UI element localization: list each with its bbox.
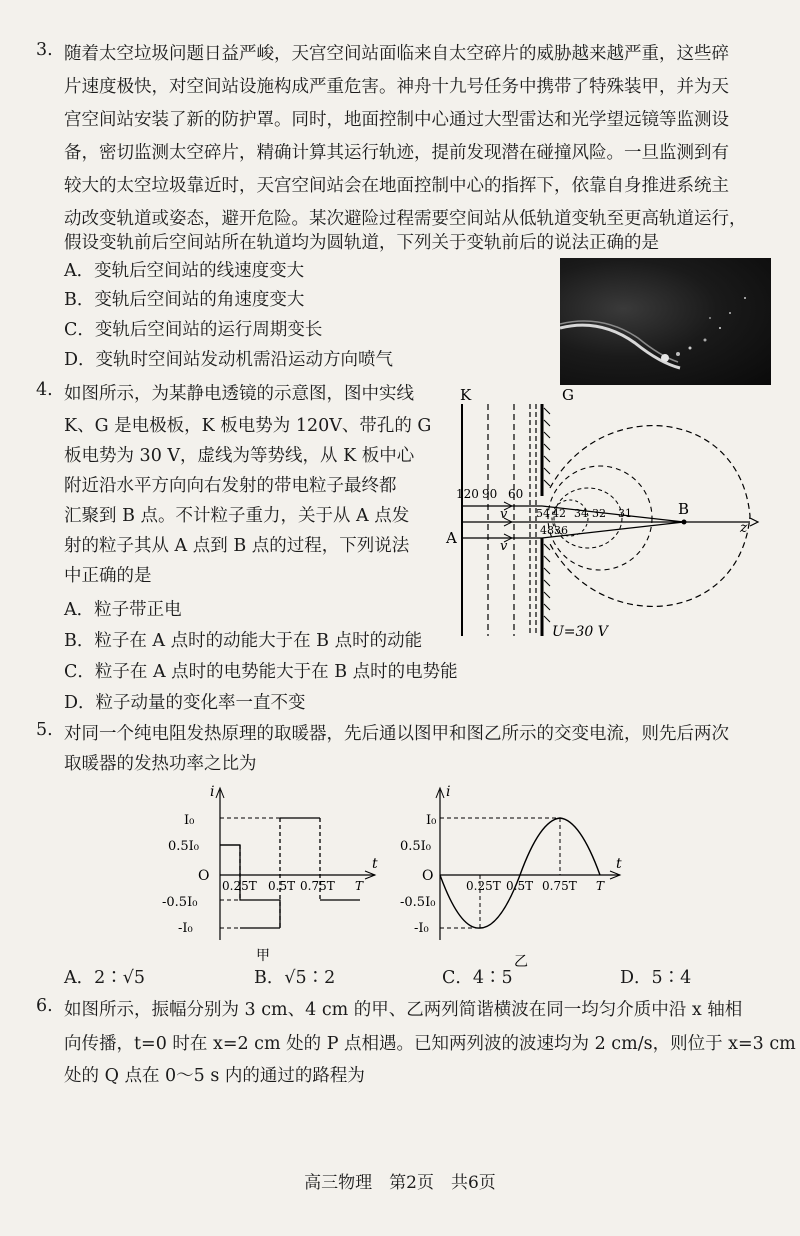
q5-number: 5. xyxy=(36,720,53,740)
yi-x-quarter: 0.25T xyxy=(466,879,501,893)
q4-line-6: 射的粒子其从 A 点到 B 点的过程，下列说法 xyxy=(64,536,410,556)
potential-42: 42 xyxy=(552,507,566,520)
q3-line-7: 假设变轨前后空间站所在轨道均为圆轨道，下列关于变轨前后的说法正确的是 xyxy=(64,233,659,253)
q6-line-1: 如图所示，振幅分别为 3 cm、4 cm 的甲、乙两列简谐横波在同一均匀介质中沿 x 轴相 xyxy=(64,1000,743,1020)
jia-origin: O xyxy=(198,868,210,884)
q3-line-5: 较大的太空垃圾靠近时，天宫空间站会在地面控制中心的指挥下，依靠自身推进系统主 xyxy=(64,176,729,196)
electrostatic-lens-diagram xyxy=(440,386,770,646)
potential-54: 54 xyxy=(536,507,550,520)
q5-option-c: C．4∶5 xyxy=(442,968,513,988)
q5-line-1: 对同一个纯电阻发热原理的取暖器，先后通以图甲和图乙所示的交变电流，则先后两次 xyxy=(64,724,729,744)
q4-line-1: 如图所示，为某静电透镜的示意图，图中实线 xyxy=(64,384,414,404)
potential-48: 48 xyxy=(540,524,554,537)
yi-y-neg-i0: -I₀ xyxy=(414,921,429,936)
yi-y-half: 0.5I₀ xyxy=(400,839,432,854)
q3-line-3: 宫空间站安装了新的防护罩。同时，地面控制中心通过大型雷达和光学望远镜等监测设 xyxy=(64,110,729,130)
q4-option-d: D．粒子动量的变化率一直不变 xyxy=(64,693,306,713)
q3-line-2: 片速度极快，对空间站设施构成严重危害。神舟十九号任务中携带了特殊装甲，并为天 xyxy=(64,77,729,97)
q3-option-a: A．变轨后空间站的线速度变大 xyxy=(64,261,305,281)
q4-option-a: A．粒子带正电 xyxy=(64,600,182,620)
q4-option-c: C．粒子在 A 点时的电势能大于在 B 点时的电势能 xyxy=(64,662,458,682)
jia-caption: 甲 xyxy=(256,948,270,964)
potential-31: 31 xyxy=(618,507,632,520)
yi-t-label: t xyxy=(616,856,622,872)
jia-i-label: i xyxy=(210,784,215,800)
k-label: K xyxy=(460,386,472,404)
potential-34: 34 xyxy=(574,507,588,520)
jia-x-three-quarter: 0.75T xyxy=(300,879,335,893)
jia-x-quarter: 0.25T xyxy=(222,879,257,893)
jia-y-neg-i0: -I₀ xyxy=(178,921,193,936)
yi-x-t: T xyxy=(596,879,605,893)
voltage-label: U=30 V xyxy=(552,624,608,640)
jia-y-neg-half: -0.5I₀ xyxy=(162,895,198,910)
q4-option-b: B．粒子在 A 点时的动能大于在 B 点时的动能 xyxy=(64,631,423,651)
q3-line-4: 备，密切监测太空碎片，精确计算其运行轨迹，提前发现潜在碰撞风险。一旦监测到有 xyxy=(64,143,729,163)
q3-number: 3. xyxy=(36,40,53,60)
yi-x-half: 0.5T xyxy=(506,879,534,893)
page-footer: 高三物理 第2页 共6页 xyxy=(304,1173,496,1193)
q6-number: 6. xyxy=(36,996,53,1016)
velocity-label-bottom: v xyxy=(500,539,508,554)
point-a-label: A xyxy=(446,529,457,547)
q3-option-b: B．变轨后空间站的角速度变大 xyxy=(64,290,305,310)
q3-option-c: C．变轨后空间站的运行周期变长 xyxy=(64,320,323,340)
q3-line-1: 随着太空垃圾问题日益严峻，天宫空间站面临来自太空碎片的威胁越来越严重，这些碎 xyxy=(64,44,729,64)
velocity-label-top: v xyxy=(500,507,508,522)
potential-32: 32 xyxy=(592,507,606,520)
yi-x-three-quarter: 0.75T xyxy=(542,879,577,893)
q4-line-2: K、G 是电极板，K 板电势为 120V、带孔的 G xyxy=(64,416,432,436)
q4-line-4: 附近沿水平方向向右发射的带电粒子最终都 xyxy=(64,476,397,496)
q5-option-b: B．√5∶2 xyxy=(254,968,336,988)
potential-90: 90 xyxy=(482,487,498,501)
yi-i-label: i xyxy=(446,784,451,800)
space-debris-photo xyxy=(560,258,771,385)
q4-line-3: 板电势为 30 V，虚线为等势线，从 K 板中心 xyxy=(64,446,415,466)
yi-caption: 乙 xyxy=(514,954,528,970)
q6-line-2: 向传播，t=0 时在 x=2 cm 处的 P 点相遇。已知两列波的波速均为 2 cm/s，则位于 x=3 cm xyxy=(64,1034,796,1054)
z-label: z xyxy=(740,520,748,536)
point-b-label: B xyxy=(678,500,690,518)
q3-line-6: 动改变轨道或姿态，避开危险。某次避险过程需要空间站从低轨道变轨至更高轨道运行， xyxy=(64,209,747,229)
potential-120: 120 xyxy=(456,487,479,501)
potential-36: 36 xyxy=(554,524,568,537)
jia-y-i0: I₀ xyxy=(184,813,195,828)
g-label: G xyxy=(562,386,574,404)
q3-option-d: D．变轨时空间站发动机需沿运动方向喷气 xyxy=(64,350,394,370)
jia-x-half: 0.5T xyxy=(268,879,296,893)
q4-line-7: 中正确的是 xyxy=(64,566,152,586)
q5-line-2: 取暖器的发热功率之比为 xyxy=(64,754,257,774)
q5-option-d: D．5∶4 xyxy=(620,968,692,988)
yi-y-neg-half: -0.5I₀ xyxy=(400,895,436,910)
q6-line-3: 处的 Q 点在 0～5 s 内的通过的路程为 xyxy=(64,1066,365,1086)
potential-60: 60 xyxy=(508,487,524,501)
q5-option-a: A．2∶√5 xyxy=(64,968,146,988)
graph-jia xyxy=(160,780,390,970)
yi-y-i0: I₀ xyxy=(426,813,437,828)
jia-t-label: t xyxy=(372,856,378,872)
graph-yi xyxy=(400,780,630,970)
yi-origin: O xyxy=(422,868,434,884)
q4-number: 4. xyxy=(36,380,53,400)
jia-y-half: 0.5I₀ xyxy=(168,839,200,854)
jia-x-t: T xyxy=(355,879,364,893)
q4-line-5: 汇聚到 B 点。不计粒子重力，关于从 A 点发 xyxy=(64,506,410,526)
space-debris-drawing xyxy=(560,258,771,385)
